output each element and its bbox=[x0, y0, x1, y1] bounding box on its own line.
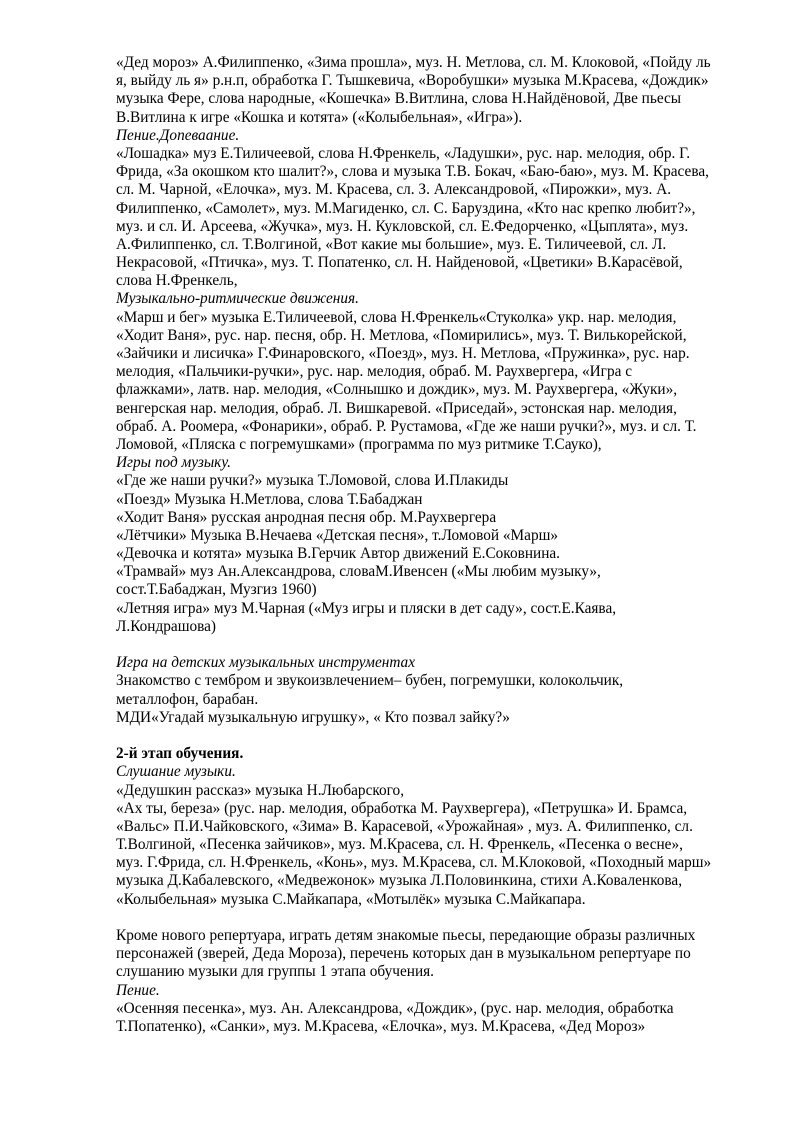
text-line: сост.Т.Бабаджан, Музгиз 1960) bbox=[116, 581, 317, 599]
text-line: «Лётчики» Музыка В.Нечаева «Детская песня», т.Ломовой «Марш» bbox=[116, 526, 559, 544]
text-line: Некрасовой, «Птичка», муз. Т. Попатенко, сл. Н. Найденовой, «Цветики» В.Карасёвой, bbox=[116, 254, 683, 272]
text-line: металлофон, барабан. bbox=[116, 690, 259, 708]
text-line: «Летняя игра» муз М.Чарная («Муз игры и пляски в дет саду», сост.Е.Каява, bbox=[116, 599, 617, 617]
paragraph-spacer bbox=[116, 727, 744, 745]
text-line: «Колыбельная» музыка С.Майкапара, «Мотылёк» музыка С.Майкапара. bbox=[116, 890, 586, 908]
paragraph bbox=[116, 309, 744, 455]
text-line: «Дедушкин рассказ» музыка Н.Любарского, bbox=[116, 781, 405, 799]
text-line: «Лошадка» муз Е.Тиличеевой, слова Н.Френкель, «Ладушки», рус. нар. мелодия, обр. Г. bbox=[116, 144, 691, 162]
text-line: Знакомство с тембром и звукоизвлечением– бубен, погремушки, колокольчик, bbox=[116, 672, 624, 690]
section-heading bbox=[116, 982, 744, 1000]
stage-heading bbox=[116, 745, 744, 763]
text-line: Пение. bbox=[116, 981, 160, 999]
text-line: Т.Волгиной, «Песенка зайчиков», муз. М.Красева, сл. Н. Френкель, «Песенка о весне», bbox=[116, 836, 683, 854]
text-line: «Марш и бег» музыка Е.Тиличеевой, слова Н.Френкель«Стуколка» укр. нар. мелодия, bbox=[116, 308, 677, 326]
section-heading bbox=[116, 763, 744, 781]
section-heading bbox=[116, 454, 744, 472]
text-line: Кроме нового репертуара, играть детям знакомые пьесы, передающие образы различных bbox=[116, 927, 696, 944]
text-line: венгерская нар. мелодия, обраб. Л. Вишкаревой. «Приседай», эстонская нар. мелодия, bbox=[116, 399, 677, 417]
text-line: Игра на детских музыкальных инструментах bbox=[116, 654, 415, 672]
paragraph bbox=[116, 472, 744, 636]
text-line: мелодия, «Пальчики-ручки», рус. нар. мелодия, обраб. М. Раухвергера, «Игра с bbox=[116, 363, 633, 381]
text-line: «Зайчики и лисичка» Г.Финаровского, «Поезд», муз. Н. Метлова, «Пружинка», рус. нар. bbox=[116, 345, 690, 362]
text-line: персонажей (зверей, Деда Мороза), перечень которых дан в музыкальном репертуаре по bbox=[116, 945, 691, 963]
text-line: 2-й этап обучения. bbox=[116, 745, 244, 763]
text-line: Пение.Допеваание. bbox=[116, 126, 240, 144]
text-line: «Где же наши ручки?» музыка Т.Ломовой, слова И.Плакиды bbox=[116, 472, 509, 490]
text-line: Ломовой, «Пляска с погремушками» (программа по муз ритмике Т.Сауко), bbox=[116, 435, 602, 453]
text-line: «Дед мороз» А.Филиппенко, «Зима прошла», муз. Н. Метлова, сл. М. Клоковой, «Пойду ль bbox=[116, 54, 711, 71]
text-line: МДИ«Угадай музыкальную игрушку», « Кто позвал зайку?» bbox=[116, 708, 510, 726]
text-line: Т.Попатенко), «Санки», муз. М.Красева, «Елочка», муз. М.Красева, «Дед Мороз» bbox=[116, 1017, 646, 1035]
text-line: «Ходит Ваня» русская анродная песня обр. М.Раухвергера bbox=[116, 508, 497, 526]
paragraph bbox=[116, 672, 744, 727]
text-line: Слушание музыки. bbox=[116, 763, 236, 781]
text-line: слова Н.Френкель, bbox=[116, 272, 238, 290]
text-line: А.Филиппенко, сл. Т.Волгиной, «Вот какие мы большие», муз. Е. Тиличеевой, сл. Л. bbox=[116, 235, 667, 253]
text-line: «Осенняя песенка», муз. Ан. Александрова, «Дождик», (рус. нар. мелодия, обработка bbox=[116, 999, 674, 1017]
text-line: музыка Фере, слова народные, «Кошечка» В.Витлина, слова Н.Найдёновой, Две пьесы bbox=[116, 90, 682, 108]
text-line: муз. Г.Фрида, сл. Н.Френкель, «Конь», муз. М.Красева, сл. М.Клоковой, «Походный марш» bbox=[116, 854, 712, 872]
text-line: В.Витлина к игре «Кошка и котята» («Колыбельная», «Игра»). bbox=[116, 108, 523, 126]
section-heading bbox=[116, 654, 744, 672]
text-line: Игры под музыку. bbox=[116, 454, 231, 472]
paragraph bbox=[116, 54, 744, 127]
text-line: «Вальс» П.И.Чайковского, «Зима» В. Карасевой, «Урожайная» , муз. А. Филиппенко, сл. bbox=[116, 817, 693, 835]
section-heading bbox=[116, 127, 744, 145]
text-line: «Поезд» Музыка Н.Метлова, слова Т.Бабаджан bbox=[116, 490, 423, 508]
paragraph-spacer bbox=[116, 909, 744, 927]
text-line: Филиппенко, «Самолет», муз. М.Магиденко, сл. С. Баруздина, «Кто нас крепко любит?», bbox=[116, 199, 696, 217]
document-page bbox=[116, 54, 744, 1036]
paragraph bbox=[116, 927, 744, 982]
text-line: сл. М. Чарной, «Елочка», муз. М. Красева, сл. З. Александровой, «Пирожки», муз. А. bbox=[116, 181, 672, 199]
text-line: «Девочка и котята» музыка В.Герчик Автор движений Е.Соковнина. bbox=[116, 545, 561, 563]
paragraph bbox=[116, 1000, 744, 1036]
text-line: слушанию музыки для группы 1 этапа обучения. bbox=[116, 963, 434, 981]
text-line: Фрида, «За окошком кто шалит?», слова и музыка Т.В. Бокач, «Баю-баю», муз. М. Красева, bbox=[116, 163, 709, 181]
text-line: Л.Кондрашова) bbox=[116, 617, 217, 635]
text-line: обраб. А. Роомера, «Фонарики», обраб. Р. Рустамова, «Где же наши ручки?», муз. и сл. Т. bbox=[116, 417, 697, 435]
text-line: «Ах ты, береза» (рус. нар. мелодия, обработка М. Раухвергера), «Петрушка» И. Брамса, bbox=[116, 799, 688, 817]
text-line: «Трамвай» муз Ан.Александрова, словаМ.Ивенсен («Мы любим музыку», bbox=[116, 563, 601, 581]
text-line: флажками», латв. нар. мелодия, «Солнышко и дождик», муз. М. Раухвергера, «Жуки», bbox=[116, 381, 678, 399]
paragraph bbox=[116, 782, 744, 909]
paragraph-spacer bbox=[116, 636, 744, 654]
text-line: я, выйду ль я» р.н.п, обработка Г. Тышкевича, «Воробушки» музыка М.Красева, «Дождик» bbox=[116, 72, 709, 90]
section-heading bbox=[116, 290, 744, 308]
text-line: музыка Д.Кабалевского, «Медвежонок» музыка Л.Половинкина, стихи А.Коваленкова, bbox=[116, 872, 683, 890]
paragraph bbox=[116, 145, 744, 291]
text-line: муз. и сл. И. Арсеева, «Жучка», муз. Н. Кукловской, сл. Е.Федорченко, «Цыплята», муз. bbox=[116, 217, 689, 235]
text-line: «Ходит Ваня», рус. нар. песня, обр. Н. Метлова, «Помирились», муз. Т. Вилькорейской, bbox=[116, 326, 687, 344]
text-line: Музыкально-ритмические движения. bbox=[116, 290, 359, 308]
